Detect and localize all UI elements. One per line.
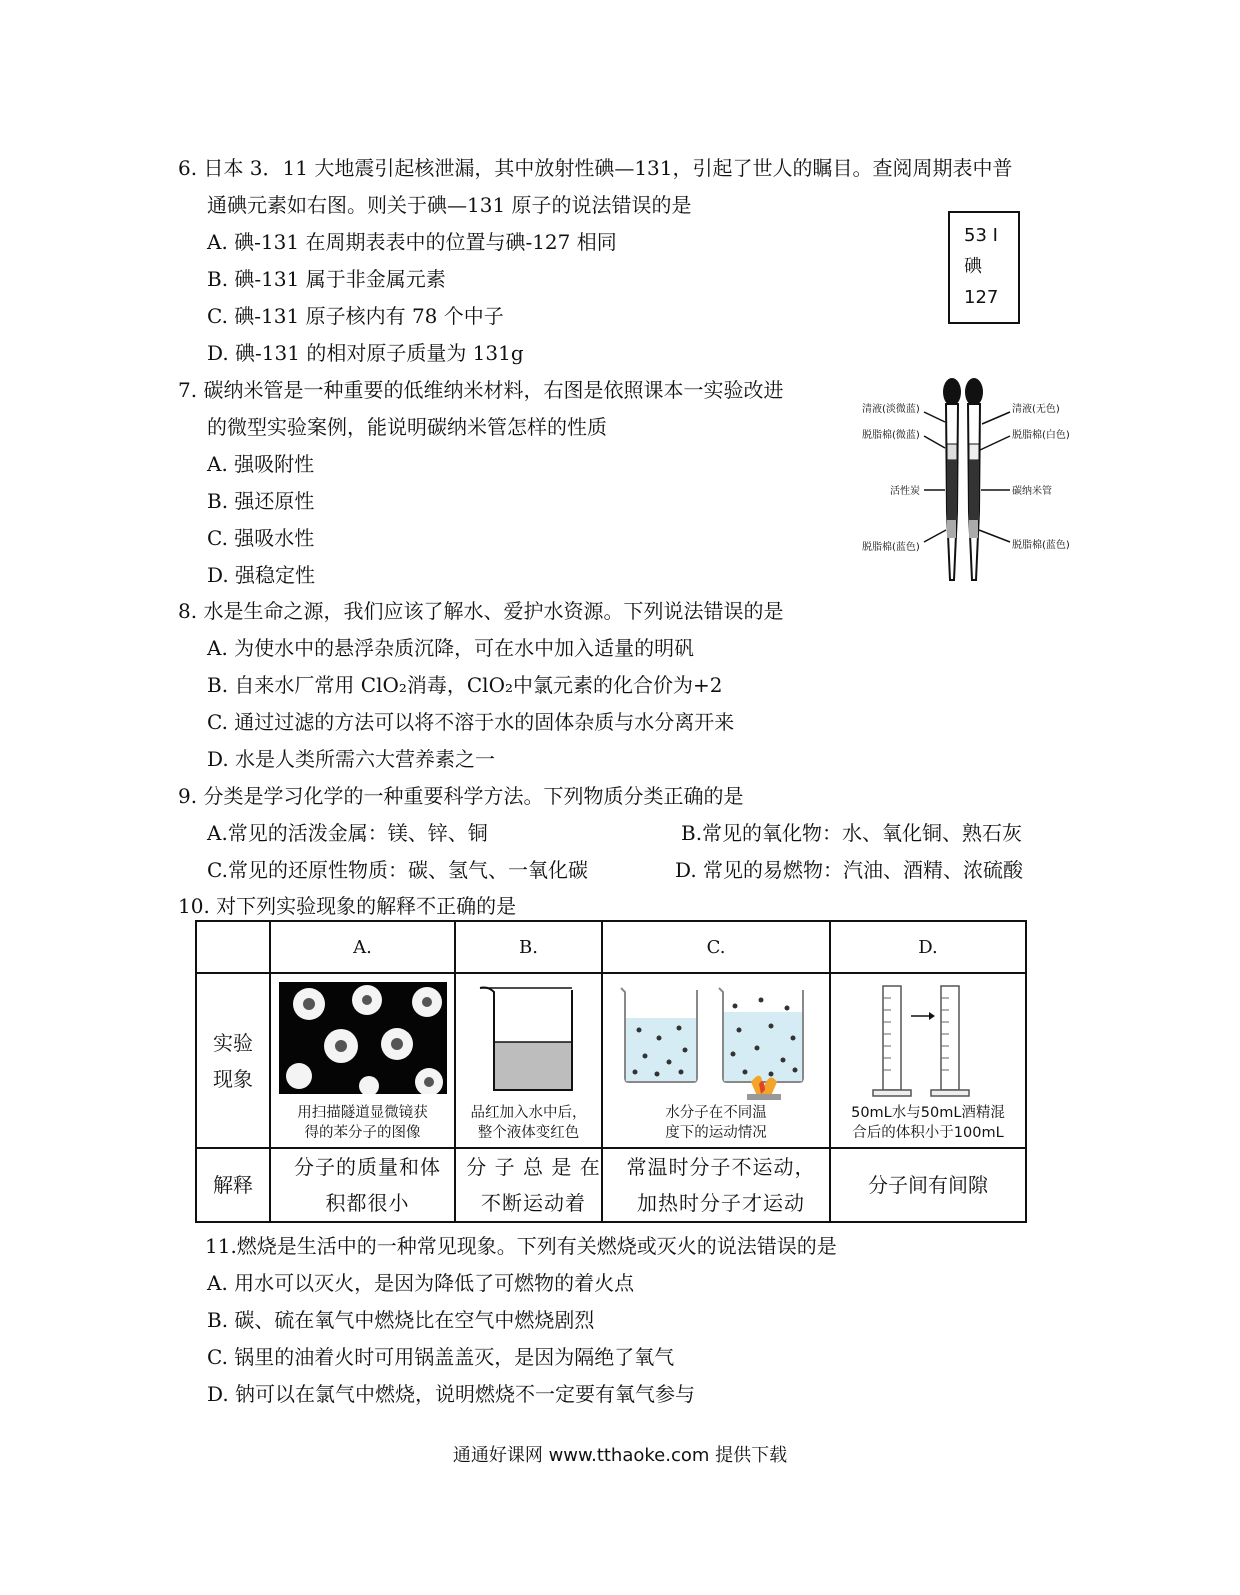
page-footer: 通通好课网 www.tthaoke.com 提供下载 <box>452 1445 788 1466</box>
graduated-cylinders-image <box>839 978 1019 1104</box>
caption-d <box>831 1103 1025 1143</box>
question-9-option-c: C.常见的还原性物质：碳、氢气、一氧化碳 <box>207 858 588 882</box>
cell-a-image <box>270 973 455 1148</box>
caption-c-line-1: 水分子在不同温 <box>665 1105 767 1121</box>
caption-a-line-2: 得的苯分子的图像 <box>304 1125 421 1141</box>
row-label-explain: 解释 <box>196 1148 270 1222</box>
question-6-option-a: A. 碘-131 在周期表表中的位置与碘-127 相同 <box>207 230 617 254</box>
question-10-line-1: 10. 对下列实验现象的解释不正确的是 <box>178 894 517 918</box>
row-label-phenomenon-2: 现象 <box>213 1066 253 1091</box>
table-header-c: C. <box>602 921 830 973</box>
cell-c-image <box>602 973 830 1148</box>
question-9-option-d: D. 常见的易燃物：汽油、酒精、浓硫酸 <box>675 858 1024 882</box>
explanation-b-line-2: 不断运动着 <box>481 1191 586 1215</box>
question-7-option-c: C. 强吸水性 <box>207 526 315 550</box>
question-8-option-b: B. 自来水厂常用 ClO₂消毒，ClO₂中氯元素的化合价为+2 <box>207 673 723 697</box>
table-header-d: D. <box>830 921 1026 973</box>
caption-a-line-1: 用扫描隧道显微镜获 <box>297 1105 428 1121</box>
label-right-bottom: 脱脂棉(蓝色) <box>1012 540 1070 551</box>
label-right-cotton: 脱脂棉(白色) <box>1012 430 1070 441</box>
cell-d-image <box>830 973 1026 1148</box>
caption-a <box>271 1103 454 1143</box>
right-tube <box>965 378 983 580</box>
question-11-option-a: A. 用水可以灭火，是因为降低了可燃物的着火点 <box>207 1271 635 1295</box>
question-7-line-1: 7. 碳纳米管是一种重要的低维纳米材料，右图是依照课本一实验改进 <box>178 378 784 402</box>
benzene-stm-image <box>279 982 447 1094</box>
caption-d-line-2: 合后的体积小于100mL <box>852 1125 1004 1141</box>
label-left-bottom: 脱脂棉(蓝色) <box>862 542 920 553</box>
caption-b <box>456 1103 601 1143</box>
question-8-option-a: A. 为使水中的悬浮杂质沉降，可在水中加入适量的明矾 <box>207 636 695 660</box>
table-corner-cell <box>196 921 270 973</box>
question-9-line-1: 9. 分类是学习化学的一种重要科学方法。下列物质分类正确的是 <box>178 784 744 808</box>
table-header-b: B. <box>455 921 602 973</box>
question-7-option-d: D. 强稳定性 <box>207 563 316 587</box>
explanation-c-line-2: 加热时分子才运动 <box>637 1191 805 1215</box>
question-8-option-d: D. 水是人类所需六大营养素之一 <box>207 747 496 771</box>
table-header-a: A. <box>270 921 455 973</box>
element-number-symbol: 53 I <box>964 225 998 246</box>
caption-b-line-2: 整个液体变红色 <box>477 1125 580 1141</box>
question-8-option-c: C. 通过过滤的方法可以将不溶于水的固体杂质与水分离开来 <box>207 710 735 734</box>
label-left-cotton: 脱脂棉(微蓝) <box>862 430 920 441</box>
iodine-element-box <box>948 211 1020 324</box>
caption-d-line-1: 50mL水与50mL酒精混 <box>851 1105 1005 1121</box>
question-11-line-1: 11.燃烧是生活中的一种常见现象。下列有关燃烧或灭火的说法错误的是 <box>205 1234 837 1258</box>
question-7-line-2: 的微型实验案例，能说明碳纳米管怎样的性质 <box>207 415 607 439</box>
element-name: 碘 <box>964 256 982 277</box>
label-carbon-nanotube: 碳纳米管 <box>1012 486 1052 497</box>
question-6-line-1: 6. 日本 3．11 大地震引起核泄漏，其中放射性碘—131，引起了世人的瞩目。查阅周期表中普 <box>178 156 1013 180</box>
explanation-a-line-2: 积都很小 <box>325 1191 410 1215</box>
question-7-option-a: A. 强吸附性 <box>207 452 315 476</box>
caption-c-line-2: 度下的运动情况 <box>665 1125 767 1141</box>
row-label-phenomenon-1: 实验 <box>213 1030 253 1055</box>
question-11-option-b: B. 碳、硫在氧气中燃烧比在空气中燃烧剧烈 <box>207 1308 595 1332</box>
label-left-top: 清液(淡微蓝) <box>862 404 920 415</box>
row-label-phenomenon <box>196 973 270 1148</box>
caption-b-line-1: 品红加入水中后， <box>470 1105 587 1121</box>
question-6-line-2: 通碘元素如右图。则关于碘—131 原子的说法错误的是 <box>207 193 692 217</box>
question-8-line-1: 8. 水是生命之源，我们应该了解水、爱护水资源。下列说法错误的是 <box>178 599 784 623</box>
question-7-option-b: B. 强还原性 <box>207 489 315 513</box>
cold-beaker <box>621 988 697 1082</box>
explanation-b <box>455 1148 602 1222</box>
explanation-a-line-1: 分子的质量和体 <box>294 1155 441 1179</box>
hot-beaker <box>719 988 803 1100</box>
explanation-b-line-1: 分 子 总 是 在 <box>466 1155 601 1179</box>
explanation-a <box>270 1148 455 1222</box>
left-tube <box>943 378 961 580</box>
cell-b-image <box>455 973 602 1148</box>
question-11-option-c: C. 锅里的油着火时可用锅盖盖灭，是因为隔绝了氧气 <box>207 1345 675 1369</box>
water-molecules-beakers-image <box>611 978 823 1106</box>
explanation-c <box>602 1148 830 1222</box>
label-right-top: 清液(无色) <box>1012 404 1060 415</box>
question-9-option-b: B.常见的氧化物：水、氧化铜、熟石灰 <box>681 821 1023 845</box>
question-6-option-d: D. 碘-131 的相对原子质量为 131g <box>207 341 524 365</box>
question-6-option-b: B. 碘-131 属于非金属元素 <box>207 267 446 291</box>
question-6-option-c: C. 碘-131 原子核内有 78 个中子 <box>207 304 504 328</box>
question-11-option-d: D. 钠可以在氯气中燃烧，说明燃烧不一定要有氧气参与 <box>207 1382 696 1406</box>
element-mass: 127 <box>964 287 999 308</box>
caption-c <box>603 1103 829 1143</box>
beaker-magenta-image <box>474 980 584 1100</box>
carbon-nanotube-tube-figure <box>862 372 1072 587</box>
explanation-d: 分子间有间隙 <box>830 1148 1026 1222</box>
explanation-c-line-1: 常温时分子不运动， <box>626 1155 816 1179</box>
question-9-option-a: A.常见的活泼金属：镁、锌、铜 <box>207 821 488 845</box>
label-activated-carbon: 活性炭 <box>890 486 920 497</box>
experiment-table <box>195 920 1027 1223</box>
